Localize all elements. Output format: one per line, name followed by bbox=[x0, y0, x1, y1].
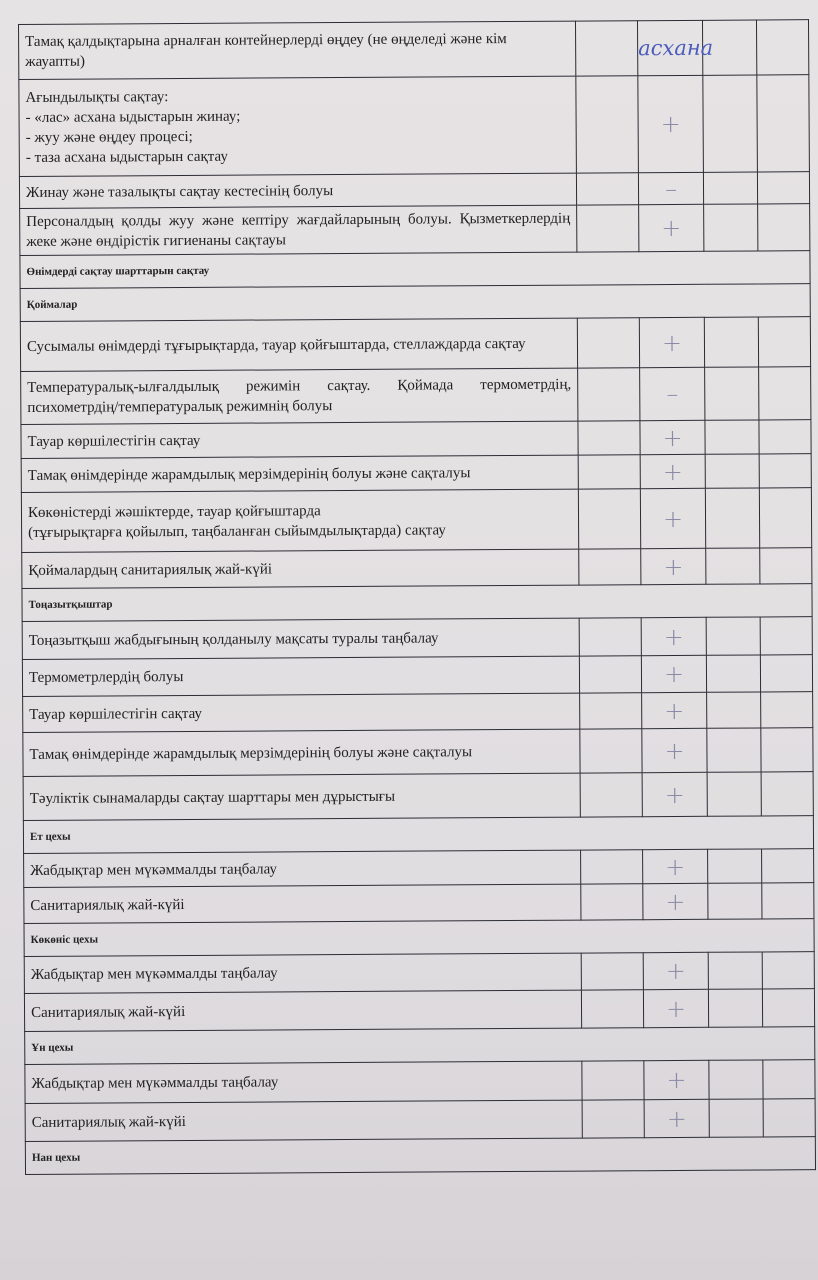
section-title: Көкөніс цехы bbox=[24, 919, 814, 957]
blank-cell bbox=[759, 488, 811, 548]
check-mark: + bbox=[641, 655, 706, 692]
blank-cell bbox=[705, 367, 759, 420]
blank-cell bbox=[581, 850, 643, 884]
blank-cell bbox=[759, 367, 811, 420]
checklist-row bbox=[24, 849, 814, 888]
checklist-row bbox=[22, 548, 812, 589]
criterion-text: Жабдықтар мен мүкәммалды таңбалау bbox=[24, 953, 581, 993]
check-mark: + bbox=[639, 317, 704, 367]
blank-cell bbox=[757, 172, 809, 204]
section-row bbox=[25, 1137, 815, 1175]
section-row bbox=[25, 1027, 815, 1065]
section-title: Қоймалар bbox=[20, 284, 810, 322]
blank-cell bbox=[707, 772, 761, 816]
blank-cell bbox=[581, 953, 643, 990]
blank-cell bbox=[706, 655, 760, 692]
blank-cell bbox=[759, 454, 811, 488]
blank-cell bbox=[708, 849, 762, 883]
criterion-text: Санитариялық жай-күйі bbox=[24, 990, 581, 1031]
criterion-text: Қоймалардың санитариялық жай-күйі bbox=[22, 549, 579, 588]
checklist-row bbox=[21, 367, 811, 425]
checklist-sheet bbox=[18, 19, 815, 1175]
blank-cell bbox=[577, 205, 639, 252]
checklist-row bbox=[22, 655, 812, 697]
check-mark: + bbox=[643, 952, 708, 989]
blank-cell bbox=[709, 1060, 763, 1099]
checklist-row bbox=[21, 488, 811, 553]
criterion-text: Ағындылықты сақтау: - «лас» асхана ыдыстарын жинау; - жуу және өңдеу процесі; - таза асхана ыдыстарын сақтау bbox=[19, 76, 577, 176]
criterion-text: Жинау және тазалықты сақтау кестесінің болуы bbox=[19, 173, 576, 208]
blank-cell bbox=[580, 773, 642, 817]
blank-cell bbox=[704, 317, 758, 367]
criterion-text: Тауар көршілестігін сақтау bbox=[21, 421, 578, 458]
blank-cell bbox=[705, 488, 759, 548]
blank-cell bbox=[705, 420, 759, 454]
blank-cell bbox=[761, 728, 813, 772]
blank-cell bbox=[578, 368, 640, 421]
checklist-row bbox=[23, 728, 813, 777]
checklist-row bbox=[25, 1099, 815, 1142]
blank-cell bbox=[708, 989, 762, 1027]
section-row bbox=[20, 284, 810, 322]
blank-cell bbox=[705, 454, 759, 488]
criterion-text: Тамақ қалдықтарына арналған контейнерлерді өңдеу (не өңделеді және кім жауапты) bbox=[19, 21, 576, 79]
criterion-text: Термометрлердің болуы bbox=[22, 656, 579, 696]
checklist-row bbox=[21, 420, 811, 459]
blank-cell bbox=[756, 20, 808, 75]
blank-cell bbox=[762, 989, 814, 1027]
criterion-text: Температуралық-ылғалдылық режимін сақтау. Қоймада термометрдің, психометрдің/температуралық режимнің болуы bbox=[21, 368, 578, 424]
handwritten-note: асхана bbox=[637, 20, 702, 75]
section-row bbox=[22, 584, 812, 622]
blank-cell bbox=[762, 952, 814, 989]
criterion-text: Жабдықтар мен мүкәммалды таңбалау bbox=[25, 1061, 582, 1103]
blank-cell bbox=[707, 692, 761, 728]
check-mark: + bbox=[644, 1060, 709, 1099]
blank-cell bbox=[575, 21, 637, 76]
criterion-text: Санитариялық жай-күйі bbox=[25, 1100, 582, 1141]
criterion-text: Тауар көршілестігін сақтау bbox=[23, 693, 580, 732]
blank-cell bbox=[760, 617, 812, 655]
blank-cell bbox=[581, 884, 643, 920]
section-row bbox=[20, 251, 810, 289]
checklist-row bbox=[24, 883, 814, 924]
check-mark: + bbox=[643, 849, 708, 883]
check-mark: + bbox=[640, 454, 705, 488]
blank-cell bbox=[703, 75, 758, 172]
criterion-text: Тамақ өнімдерінде жарамдылық мерзімдерінің болуы және сақталуы bbox=[21, 455, 578, 492]
section-title: Ұн цехы bbox=[25, 1027, 815, 1065]
checklist-row bbox=[20, 317, 810, 372]
blank-cell bbox=[576, 76, 639, 173]
blank-cell bbox=[703, 172, 757, 204]
blank-cell bbox=[579, 549, 641, 585]
blank-cell bbox=[763, 1099, 815, 1137]
blank-cell bbox=[706, 548, 760, 584]
check-mark: + bbox=[642, 692, 707, 728]
checklist-row bbox=[21, 454, 811, 493]
check-mark: + bbox=[641, 548, 706, 584]
check-mark: + bbox=[644, 1099, 709, 1137]
check-mark: – bbox=[638, 172, 703, 204]
blank-cell bbox=[709, 1099, 763, 1137]
blank-cell bbox=[704, 204, 758, 251]
blank-cell bbox=[761, 772, 813, 816]
inspection-checklist-table bbox=[18, 19, 816, 1175]
section-row bbox=[23, 816, 813, 854]
blank-cell bbox=[758, 317, 810, 367]
check-mark: + bbox=[641, 617, 706, 655]
check-mark: + bbox=[639, 204, 704, 251]
criterion-text: Сусымалы өнімдерді тұғырықтарда, тауар қойғыштарда, стеллаждарда сақтау bbox=[20, 318, 577, 371]
section-title: Ет цехы bbox=[23, 816, 813, 854]
checklist-row bbox=[23, 692, 813, 733]
blank-cell bbox=[578, 455, 640, 489]
blank-cell bbox=[580, 729, 642, 773]
checklist-row bbox=[19, 172, 809, 209]
check-mark: – bbox=[640, 367, 705, 420]
check-mark: + bbox=[640, 420, 705, 454]
blank-cell bbox=[579, 618, 641, 656]
blank-cell bbox=[706, 617, 760, 655]
blank-cell bbox=[582, 1100, 644, 1138]
blank-cell bbox=[577, 318, 639, 368]
section-row bbox=[24, 919, 814, 957]
checklist-row bbox=[24, 989, 814, 1032]
blank-cell bbox=[582, 1061, 644, 1100]
check-mark: + bbox=[642, 772, 707, 816]
criterion-text: Тәуліктік сынамаларды сақтау шарттары мен дұрыстығы bbox=[23, 773, 580, 820]
criterion-text: Көкөністерді жәшіктерде, тауар қойғыштарда (тұғырықтарға қойылып, таңбаланған сыйымдылықтарда) сақтау bbox=[21, 489, 578, 552]
checklist-rows bbox=[19, 20, 816, 1175]
blank-cell bbox=[762, 849, 814, 883]
blank-cell bbox=[580, 693, 642, 729]
criterion-text: Санитариялық жай-күйі bbox=[24, 884, 581, 923]
blank-cell bbox=[758, 204, 810, 251]
check-mark: + bbox=[642, 728, 707, 772]
checklist-row bbox=[19, 75, 810, 177]
criterion-text: Персоналдың қолды жуу және кептіру жағдайларының болуы. Қызметкерлердің жеке және өндірістік гигиенаны сақтауы bbox=[20, 205, 577, 255]
checklist-row bbox=[25, 1060, 815, 1104]
criterion-text: Тамақ өнімдерінде жарамдылық мерзімдерінің болуы және сақталуы bbox=[23, 729, 580, 776]
section-title: Тоңазытқыштар bbox=[22, 584, 812, 622]
blank-cell bbox=[762, 883, 814, 919]
section-title: Өнімдерді сақтау шарттарын сақтау bbox=[20, 251, 810, 289]
blank-cell bbox=[578, 421, 640, 455]
blank-cell bbox=[760, 655, 812, 692]
blank-cell bbox=[708, 952, 762, 989]
check-mark: + bbox=[640, 488, 705, 548]
checklist-row bbox=[22, 617, 812, 660]
blank-cell bbox=[761, 692, 813, 728]
criterion-text: Жабдықтар мен мүкәммалды таңбалау bbox=[24, 850, 581, 887]
section-title: Нан цехы bbox=[25, 1137, 815, 1175]
blank-cell bbox=[763, 1060, 815, 1099]
blank-cell bbox=[581, 990, 643, 1028]
blank-cell bbox=[759, 420, 811, 454]
blank-cell bbox=[576, 173, 638, 205]
blank-cell bbox=[760, 548, 812, 584]
blank-cell bbox=[578, 489, 640, 549]
criterion-text: Тоңазытқыш жабдығының қолданылу мақсаты туралы таңбалау bbox=[22, 618, 579, 659]
check-mark: + bbox=[643, 883, 708, 919]
checklist-row bbox=[19, 20, 809, 80]
blank-cell bbox=[708, 883, 762, 919]
blank-cell bbox=[757, 75, 810, 172]
checklist-row bbox=[23, 772, 813, 821]
blank-cell bbox=[579, 656, 641, 693]
blank-cell bbox=[707, 728, 761, 772]
checklist-row bbox=[24, 952, 814, 994]
checklist-row bbox=[20, 204, 810, 256]
check-mark: + bbox=[638, 75, 704, 172]
check-mark: + bbox=[643, 989, 708, 1027]
